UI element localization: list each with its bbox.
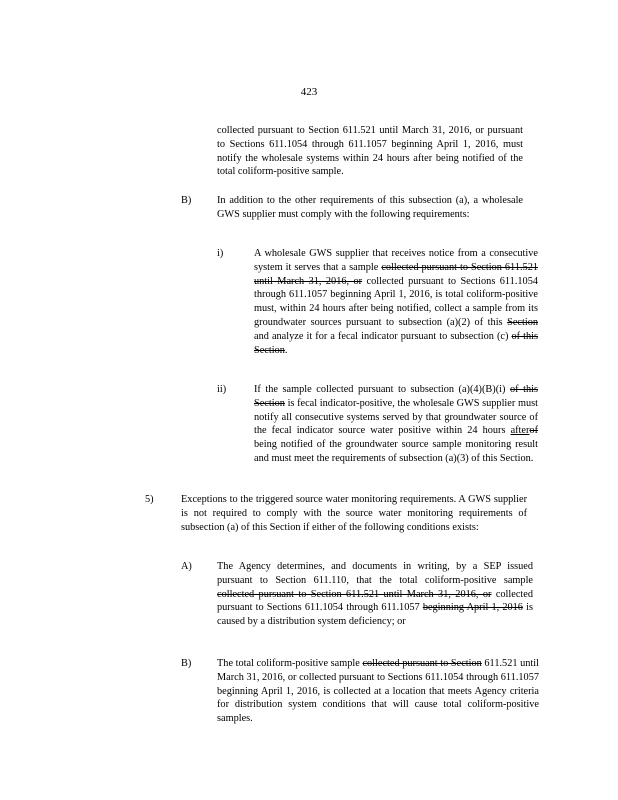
paragraph-i-wholesale-supplier bbox=[254, 247, 538, 357]
text-run: being notified of the groundwater source sample monitoring result and must meet the requirements of subsection (a)(3) of this Section. bbox=[254, 439, 538, 464]
page-number: 423 bbox=[300, 86, 318, 98]
paragraph-marker-i: i) bbox=[217, 248, 224, 259]
text-run: and analyze it for a fecal indicator pursuant to subsection (c) bbox=[254, 330, 512, 342]
text-run: collected pursuant to Sections 611.1054 through 611.1057 beginning April 1, 2016, is total coliform-positive must, within 24 hours after being notified, collect a sample from its groundwater sources pursuant to subsection (a)(2) of this bbox=[254, 275, 538, 328]
text-run: is fecal indicator-positive, the wholesale GWS supplier must notify all consecutive systems served by that groundwater source of the fecal indicator source water positive within 24 hours bbox=[254, 397, 538, 437]
paragraph-marker-ii: ii) bbox=[217, 384, 227, 395]
text-run: collected pursuant to Sections 611.1054 through 611.1057 bbox=[217, 588, 533, 614]
deleted-text: beginning April 1, 2016 bbox=[422, 602, 523, 614]
text-run: collected pursuant to Section 611.521 until March 31, 2016, or pursuant to Sections 611.1054 through 611.1057 beginning April 1, 2016, must notify the wholesale systems within 24 hours after being notified of the total coliform-positive sample. bbox=[217, 125, 523, 178]
paragraph-ii-fecal-positive bbox=[254, 383, 538, 466]
text-run: is caused by a distribution system deficiency; or bbox=[217, 602, 533, 628]
text-run: If the sample collected pursuant to subsection (a)(4)(B)(i) bbox=[254, 384, 510, 395]
text-run: A wholesale GWS supplier that receives notice from a consecutive system it serves that a sample bbox=[254, 248, 538, 273]
text-run: The Agency determines, and documents in writing, by a SEP issued pursuant to Section 611.110, that the total coliform-positive sample bbox=[217, 561, 533, 586]
paragraph-B-total-coliform-location bbox=[217, 657, 539, 726]
deleted-text: of this Section bbox=[254, 330, 539, 356]
deleted-text: of this Section bbox=[254, 384, 538, 409]
paragraph-marker-B: B) bbox=[181, 195, 192, 206]
paragraph-marker-5: 5) bbox=[145, 494, 154, 505]
text-run: Exceptions to the triggered source water monitoring requirements. A GWS supplier is not required to comply with the source water monitoring requirements of subsection (a) of this Section if either of the following conditions exists: bbox=[181, 494, 527, 533]
inserted-text: after bbox=[510, 425, 530, 437]
text-run: In addition to the other requirements of this subsection (a), a wholesale GWS supplier must comply with the following requirements: bbox=[217, 195, 523, 220]
deleted-text: collected pursuant to Section 611.521 until March 31, 2016, or bbox=[254, 261, 538, 287]
deleted-text: of bbox=[529, 425, 538, 437]
deleted-text: Section bbox=[507, 316, 538, 328]
paragraph-A-agency-determines bbox=[217, 560, 533, 629]
text-run: . bbox=[284, 344, 288, 356]
text-run: 611.521 until March 31, 2016, or collected pursuant to Sections 611.1054 through 611.1057 beginning April 1, 2016, is collected at a location that meets Agency criteria for distribution system conditions that will cause total coliform-positive samples. bbox=[217, 658, 539, 725]
deleted-text: collected pursuant to Section 611.521 until March 31, 2016, or bbox=[217, 588, 492, 600]
paragraph-B-additional-requirements bbox=[217, 194, 523, 222]
paragraph-marker-B-second: B) bbox=[181, 658, 192, 669]
deleted-text: collected pursuant to Section bbox=[362, 658, 482, 669]
text-run: The total coliform-positive sample bbox=[217, 658, 363, 669]
paragraph-5-exceptions bbox=[181, 493, 527, 534]
paragraph-carryover bbox=[217, 124, 523, 179]
paragraph-marker-A: A) bbox=[181, 561, 192, 572]
